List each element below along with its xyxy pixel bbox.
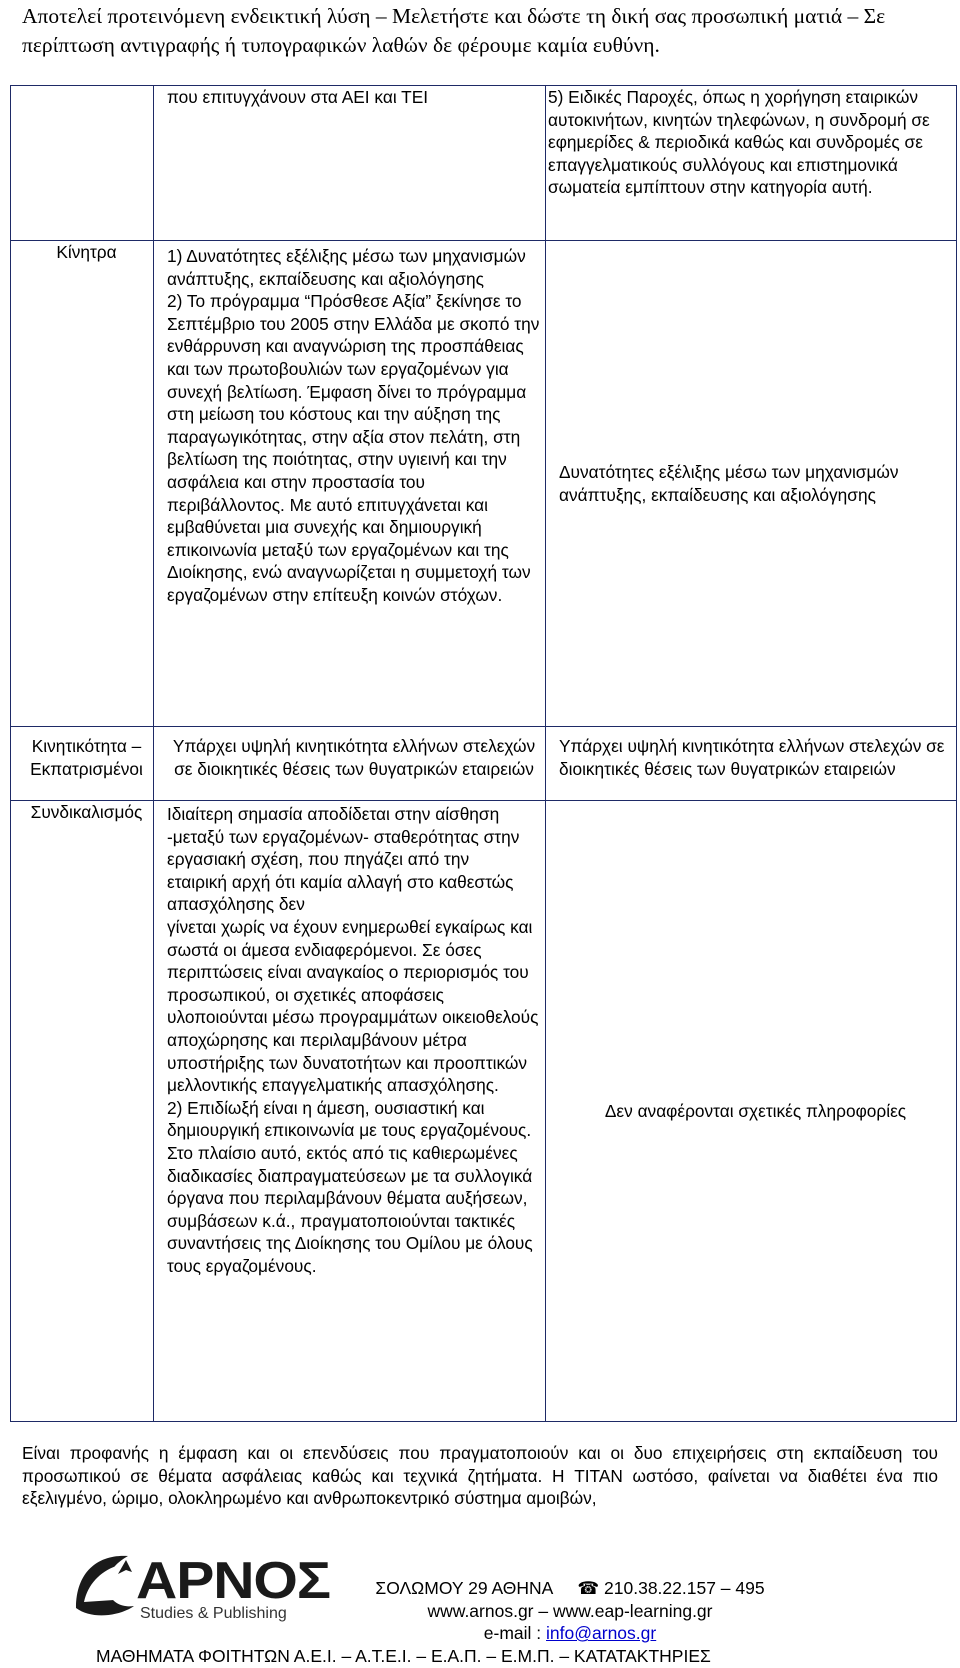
page-footer: ΜΑΘΗΜΑΤΑ ΦΟΙΤΗΤΩΝ Α.Ε.Ι. – Α.Τ.Ε.Ι. – Ε.Α.Π. – Ε.Μ.Π. – ΚΑΤΑΤΑΚΤΗΡΙΕΣ — [96, 1646, 711, 1666]
table-cell: Δυνατότητες εξέλιξης μέσω των μηχανισμών ανάπτυξης, εκπαίδευσης και αξιολόγησης — [546, 241, 957, 727]
table-row — [11, 241, 957, 727]
websites[interactable]: www.arnos.gr – www.eap-learning.gr — [427, 1600, 713, 1621]
email-label: e-mail : — [483, 1623, 542, 1644]
row-label: Συνδικαλισμός — [11, 801, 154, 1422]
row-label: Κίνητρα — [11, 241, 154, 727]
row-label — [11, 86, 154, 241]
arnos-logo — [70, 1550, 334, 1624]
table-cell: 1) Δυνατότητες εξέλιξης μέσω των μηχανισμών ανάπτυξης, εκπαίδευσης και αξιολόγησης 2) Το πρόγραμμα “Πρόσθεσε Αξία” ξεκίνησε το Σεπτέμβριο του 2005 στην Ελλάδα με σκοπό την ενθάρρυνση και αναγνώριση της προσπάθειας και των πρωτοβουλιών των εργαζομένων για συνεχή βελτίωση. Έμφαση δίνει το πρόγραμμα στη μείωση του κόστους και την αύξηση της παραγωγικότητας, στην αξία στον πελάτη, στη βελτίωση της ποιότητας, στην υγιεινή και την ασφάλεια και στην προστασία του περιβάλλοντος. Με αυτό επιτυγχάνεται και εμβαθύνεται μια συνεχής και δημιουργική επικοινωνία μεταξύ των εργαζομένων και της Διοίκησης, ενώ αναγνωρίζεται η συμμετοχή των εργαζομένων στην επίτευξη κοινών στόχων. — [154, 241, 546, 727]
table-cell: που επιτυγχάνουν στα ΑΕΙ και ΤΕΙ — [154, 86, 546, 241]
table-row — [11, 86, 957, 241]
table-row — [11, 727, 957, 801]
logo-tagline: Studies & Publishing — [140, 1605, 287, 1622]
page-header-disclaimer: Αποτελεί προτεινόμενη ενδεικτική λύση – Μελετήστε και δώστε τη δική σας προσωπική ματιά – Σε περίπτωση αντιγραφής ή τυπογραφικών λαθών δε φέρουμε καμία ευθύνη. — [22, 4, 886, 57]
row-label: Κινητικότητα – Εκπατρισμένοι — [11, 727, 154, 801]
table-cell: Υπάρχει υψηλή κινητικότητα ελλήνων στελεχών σε διοικητικές θέσεις των θυγατρικών εταιρειών — [546, 727, 957, 801]
phone-line — [577, 1577, 764, 1600]
body-paragraph: Είναι προφανής η έμφαση και οι επενδύσεις που πραγματοποιούν και οι δυο επιχειρήσεις στη εκπαίδευση του προσωπικού σε θέματα ασφάλειας καθώς και τεχνικά ζητήματα. Η TITAN ωστόσο, φαίνεται να διαθέτει ένα πιο εξελιγμένο, ώριμο, ολοκληρωμένο και ανθρωποκεντρικό σύστημα αμοιβών, — [22, 1443, 938, 1509]
telephone-icon: ☎ — [577, 1578, 600, 1598]
phone-number: 210.38.22.157 – 495 — [604, 1578, 765, 1598]
logo-name: ΑΡΝΟΣ — [136, 1552, 330, 1610]
email-line — [360, 1622, 780, 1645]
table-row — [11, 801, 957, 1422]
address: ΣΟΛΩΜΟΥ 29 ΑΘΗΝΑ — [375, 1578, 554, 1598]
table-cell: Ιδιαίτερη σημασία αποδίδεται στην αίσθηση -μεταξύ των εργαζομένων- σταθερότητας στην εργασιακή σχέση, που πηγάζει από την εταιρική αρχή ότι καμία αλλαγή στο καθεστώς απασχόλησης δεν γίνεται χωρίς να έχουν ενημερωθεί εγκαίρως και σωστά οι άμεσα ενδιαφερόμενοι. Σε όσες περιπτώσεις είναι αναγκαίος ο περιορισμός του προσωπικού, οι σχετικές αποφάσεις υλοποιούνται μέσω προγραμμάτων οικειοθελούς αποχώρησης και περιλαμβάνουν μέτρα υποστήριξης των δυνατοτήτων και προοπτικών μελλοντικής επαγγελματικής απασχόλησης. 2) Επιδίωξή είναι η άμεση, ουσιαστική και δημιουργική επικοινωνία με τους εργαζομένους. Στο πλαίσιο αυτό, εκτός από τις καθιερωμένες διαδικασίες διαπραγματεύσεων με τα συλλογικά όργανα που περιλαμβάνουν θέματα αυξήσεων, συμβάσεων κ.ά., πραγματοποιούνται τακτικές συναντήσεις της Διοίκησης του Ομίλου με όλους τους εργαζομένους. — [154, 801, 546, 1422]
table-cell: Δεν αναφέρονται σχετικές πληροφορίες — [546, 801, 957, 1422]
table-cell: 5) Ειδικές Παροχές, όπως η χορήγηση εταιρικών αυτοκινήτων, κινητών τηλεφώνων, η συνδρομή σε εφημερίδες & περιοδικά καθώς και συνδρομές σε επαγγελματικούς συλλόγους και επιστημονικά σωματεία εμπίπτουν στην κατηγορία αυτή. — [546, 86, 957, 241]
contact-block — [360, 1577, 780, 1645]
comparison-table — [10, 85, 957, 1422]
logo-graphic — [76, 1556, 134, 1616]
table-cell: Υπάρχει υψηλή κινητικότητα ελλήνων στελεχών σε διοικητικές θέσεις των θυγατρικών εταιρειών — [154, 727, 546, 801]
email-link[interactable]: info@arnos.gr — [546, 1623, 657, 1644]
